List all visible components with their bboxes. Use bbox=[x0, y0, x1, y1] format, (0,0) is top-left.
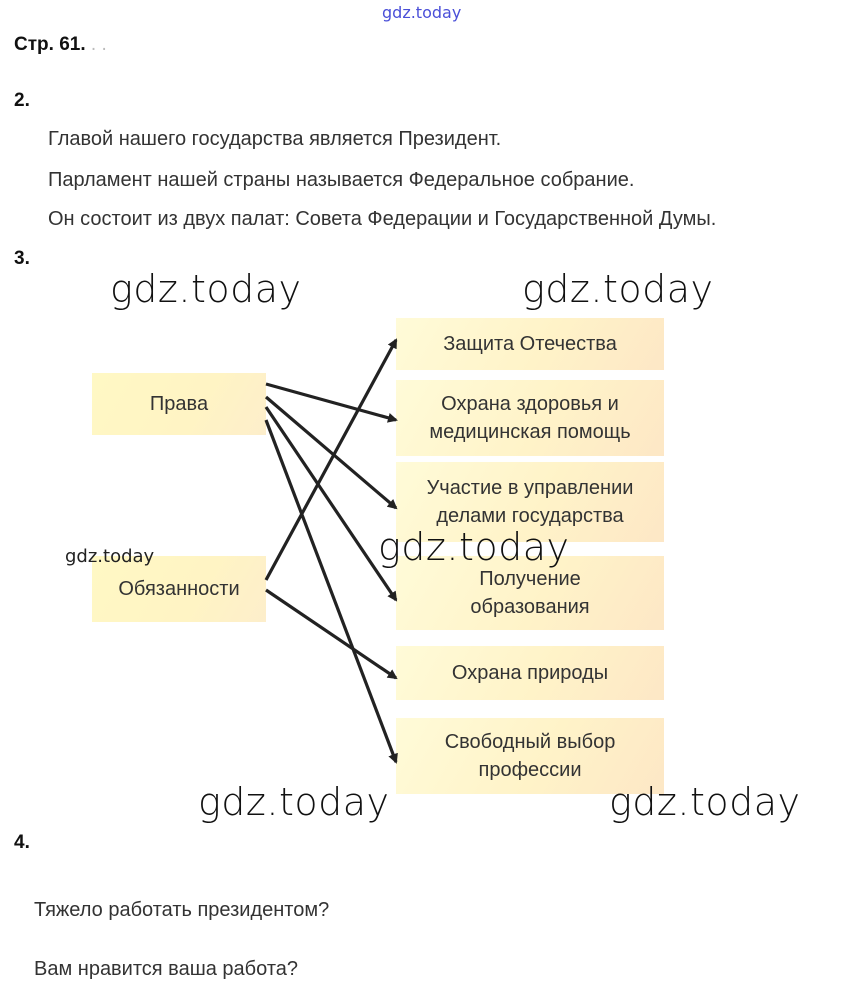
task-2-number: 2. bbox=[14, 90, 30, 111]
right-box-1-text bbox=[443, 330, 617, 358]
right-box-2-line-2: медицинская помощь bbox=[429, 421, 631, 443]
page-heading-text: Стр. 61. bbox=[14, 34, 86, 55]
right-box-2-line-1: Охрана здоровья и bbox=[441, 393, 619, 415]
task-4-question-1: Тяжело работать президентом? bbox=[34, 899, 330, 921]
right-box-5-text bbox=[452, 659, 608, 687]
task-4-number: 4. bbox=[14, 832, 30, 853]
page-heading-dots: . . bbox=[90, 34, 107, 55]
right-box-3-line-2: делами государства bbox=[436, 505, 624, 527]
watermark-big-4: gdz.today bbox=[198, 780, 390, 824]
left-box-prava bbox=[92, 373, 266, 435]
arrow-prava-to-vybor-professii bbox=[266, 420, 396, 762]
right-box-4-line-1: Получение bbox=[479, 568, 581, 590]
right-box-6-text bbox=[445, 728, 616, 784]
watermark-big-1: gdz.today bbox=[110, 267, 302, 311]
right-box-5-line-1: Охрана природы bbox=[451, 662, 609, 684]
page-heading bbox=[14, 34, 107, 56]
task-4-question-2: Вам нравится ваша работа? bbox=[34, 958, 298, 980]
watermark-top: gdz.today bbox=[382, 3, 462, 22]
right-box-2 bbox=[396, 380, 664, 456]
task-3-number: 3. bbox=[14, 248, 30, 269]
right-box-6-line-1: Свободный выбор bbox=[444, 731, 616, 753]
right-box-3-line-1: Участие в управлении bbox=[426, 477, 634, 499]
right-box-3-text bbox=[427, 474, 634, 530]
arrow-prava-to-upravlenie bbox=[266, 397, 396, 508]
watermark-big-5: gdz.today bbox=[609, 780, 801, 824]
right-box-5 bbox=[396, 646, 664, 700]
arrow-obyazannosti-to-zashchita bbox=[266, 340, 396, 580]
task-2-line-3: Он состоит из двух палат: Совета Федерации и Государственной Думы. bbox=[48, 208, 717, 230]
arrow-obyazannosti-to-priroda bbox=[266, 590, 396, 678]
left-box-prava-label: Права bbox=[149, 393, 209, 415]
arrow-prava-to-obrazovanie bbox=[266, 407, 396, 600]
watermark-small: gdz.today bbox=[65, 546, 155, 567]
watermark-big-2: gdz.today bbox=[522, 267, 714, 311]
watermark-big-3: gdz.today bbox=[378, 525, 570, 569]
right-box-1 bbox=[396, 318, 664, 370]
right-box-4-text bbox=[470, 565, 589, 621]
right-box-6-line-2: профессии bbox=[478, 759, 582, 781]
left-box-obyazannosti-label: Обязанности bbox=[118, 578, 240, 600]
task-2-line-2: Парламент нашей страны называется Федеральное собрание. bbox=[48, 169, 635, 191]
right-box-2-text bbox=[429, 390, 630, 446]
arrow-prava-to-zdorovye bbox=[266, 384, 396, 420]
task-2-line-1: Главой нашего государства является Президент. bbox=[48, 128, 502, 150]
right-box-4-line-2: образования bbox=[470, 596, 590, 618]
right-box-1-line-1: Защита Отечества bbox=[443, 333, 617, 355]
